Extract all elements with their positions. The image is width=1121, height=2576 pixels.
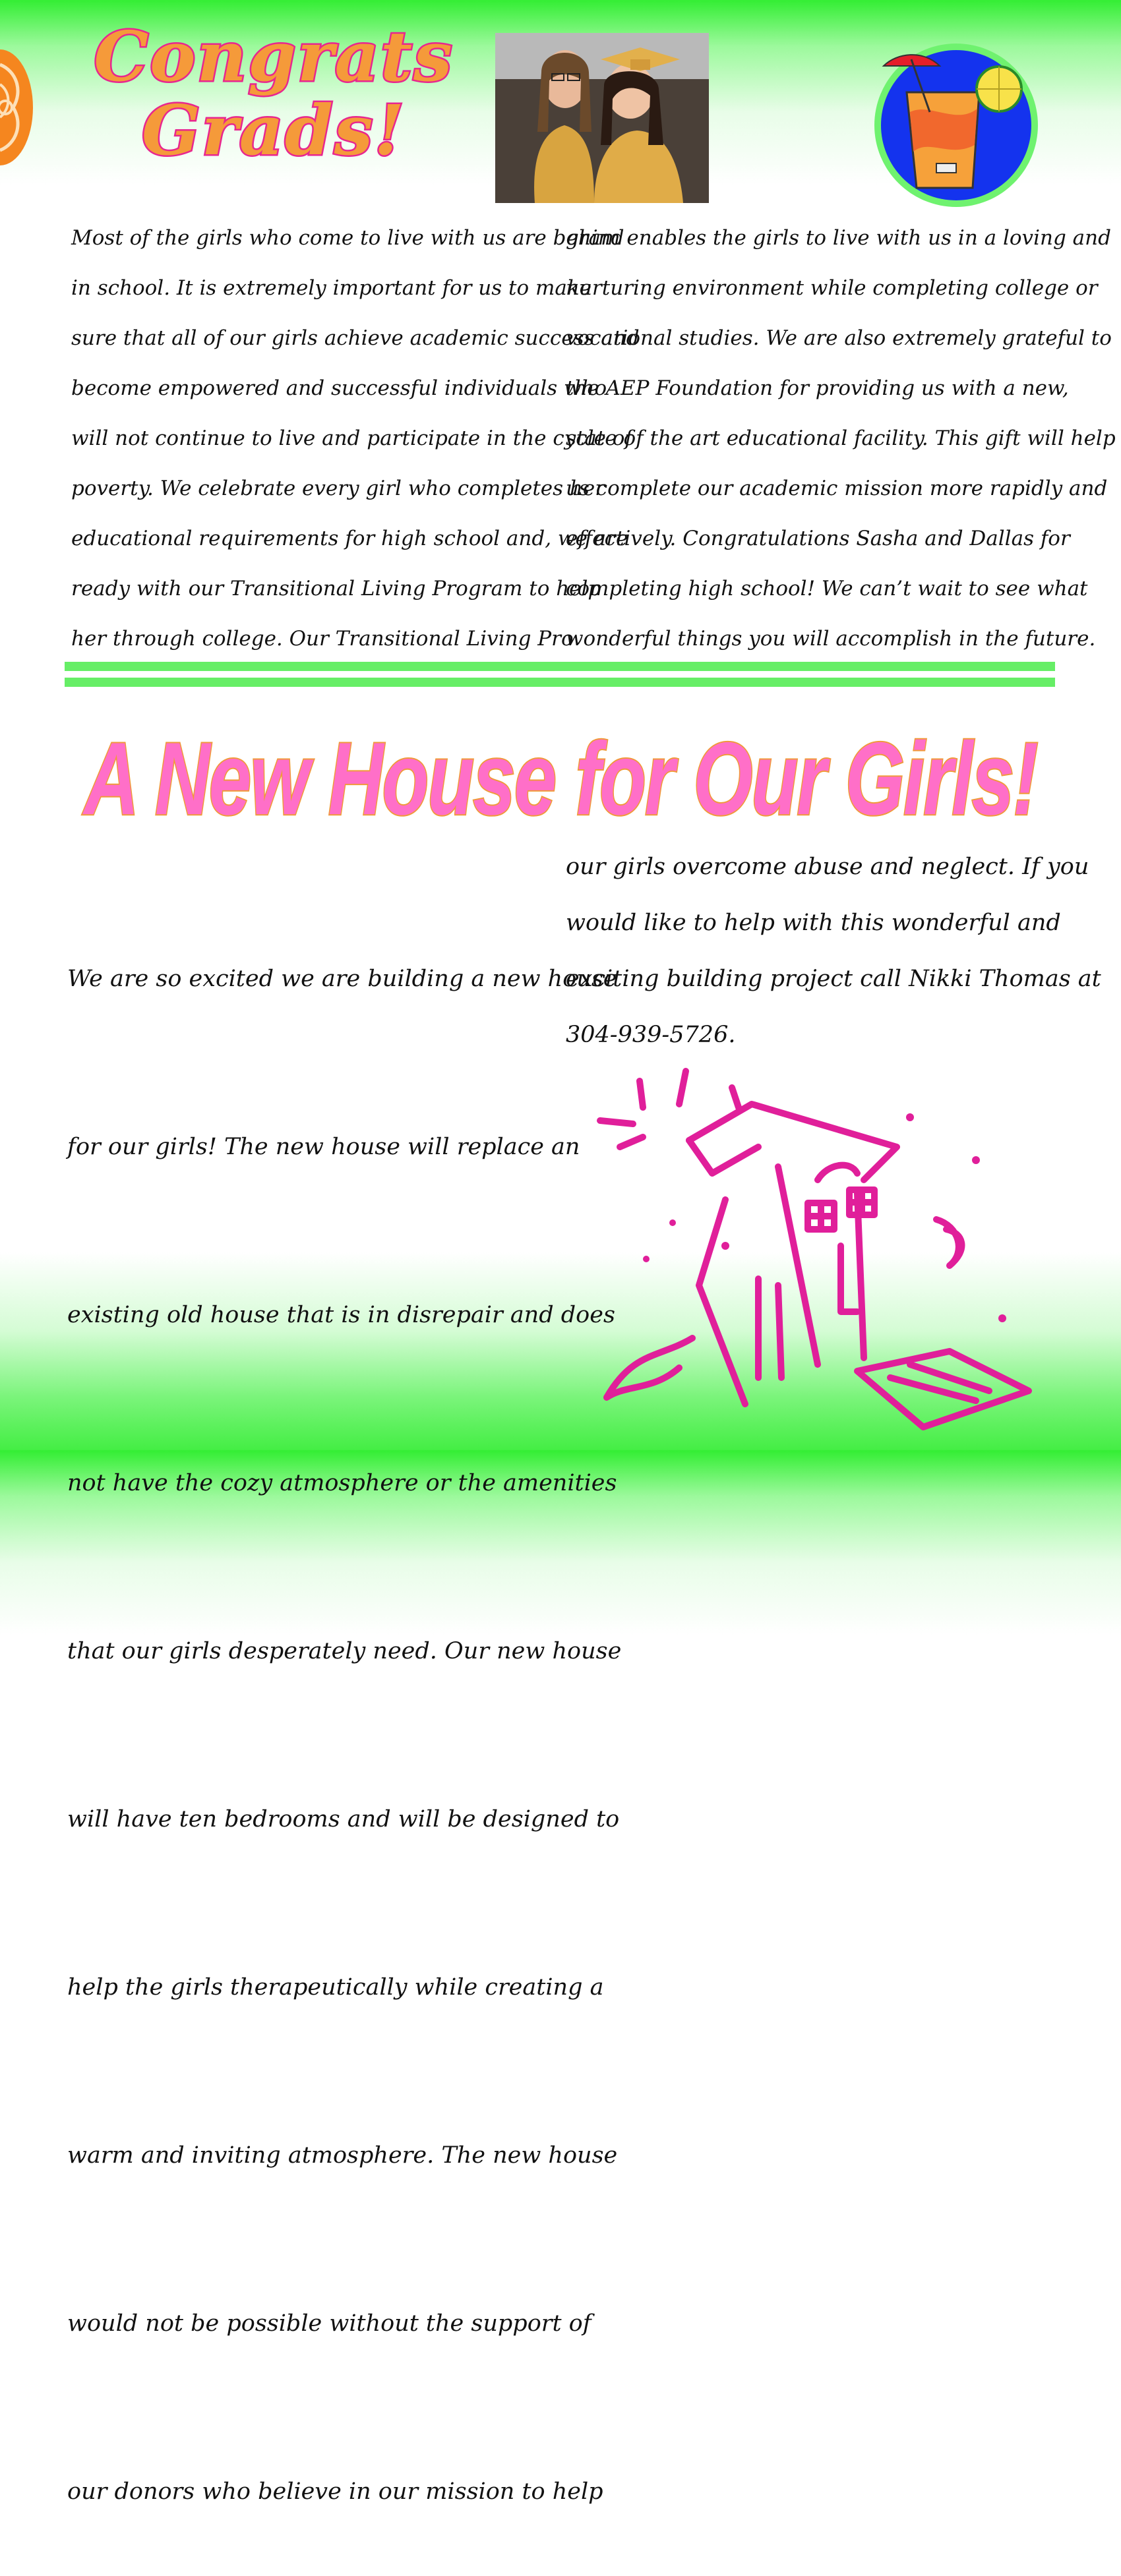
text-line: our girls overcome abuse and neglect. If you	[566, 854, 1089, 880]
text-line: Most of the girls who come to live with us are behind	[71, 226, 624, 250]
grads-article-column-left	[71, 213, 640, 664]
text-line: will not continue to live and participate in the cycle of	[71, 426, 632, 450]
divider-line-bottom	[65, 678, 1055, 687]
text-line: wonderful things you will accomplish in the future.	[566, 627, 1096, 651]
text-line: ready with our Transitional Living Program to help	[71, 577, 601, 600]
house-article-column-right	[566, 839, 1101, 1063]
text-line: 304-939-5726.	[566, 1022, 736, 1048]
text-line: gram enables the girls to live with us in a loving and	[566, 226, 1111, 250]
graduation-photo	[495, 33, 709, 203]
text-line: completing high school! We can’t wait to see what	[566, 577, 1088, 600]
text-line: poverty. We celebrate every girl who completes her	[71, 477, 605, 500]
text-line: her through college. Our Transitional Living Pro	[71, 627, 574, 651]
flower-clipart-icon	[0, 45, 37, 170]
text-line: for our girls! The new house will replace an	[67, 1134, 580, 1160]
house-article-column-left	[67, 839, 622, 2576]
text-line: nurturing environment while completing college or	[566, 276, 1098, 300]
text-line: in school. It is extremely important for us to make	[71, 276, 592, 300]
divider-line-top	[65, 662, 1055, 671]
text-line: our donors who believe in our mission to help	[67, 2478, 603, 2505]
congrats-headline-line1: Congrats	[94, 16, 454, 97]
text-line: would not be possible without the support of	[67, 2310, 591, 2337]
text-line: warm and inviting atmosphere. The new house	[67, 2142, 618, 2169]
drink-clipart-icon	[857, 40, 1055, 211]
text-line: become empowered and successful individuals who	[71, 376, 607, 400]
text-line: would like to help with this wonderful and	[566, 910, 1061, 936]
congrats-grads-headline	[63, 16, 485, 171]
text-line: not have the cozy atmosphere or the amenities	[67, 1470, 617, 1496]
grads-article-column-right	[566, 213, 1116, 664]
text-line: the AEP Foundation for providing us with a new,	[566, 376, 1069, 400]
text-line: us complete our academic mission more rapidly and	[566, 477, 1108, 500]
text-line: effectively. Congratulations Sasha and Dallas for	[566, 527, 1070, 550]
text-line: will have ten bedrooms and will be designed to	[67, 1806, 620, 1832]
text-line: vocational studies. We are also extremely grateful to	[566, 326, 1112, 350]
graduates-illustration	[495, 33, 709, 203]
text-line: state of the art educational facility. This gift will help	[566, 426, 1116, 450]
congrats-headline-line2: Grads!	[142, 90, 406, 171]
text-line: that our girls desperately need. Our new house	[67, 1638, 622, 1664]
text-line: existing old house that is in disrepair and does	[67, 1302, 615, 1328]
text-line: sure that all of our girls achieve academic success and	[71, 326, 640, 350]
text-line: exciting building project call Nikki Thomas at	[566, 966, 1101, 992]
house-clipart-icon	[580, 1068, 1068, 1437]
text-line: help the girls therapeutically while creating a	[67, 1974, 604, 2001]
new-house-headline: A New House for Our Girls!	[84, 720, 1037, 836]
text-line: We are so excited we are building a new house	[67, 966, 617, 992]
text-line: educational requirements for high school and, we are	[71, 527, 628, 550]
